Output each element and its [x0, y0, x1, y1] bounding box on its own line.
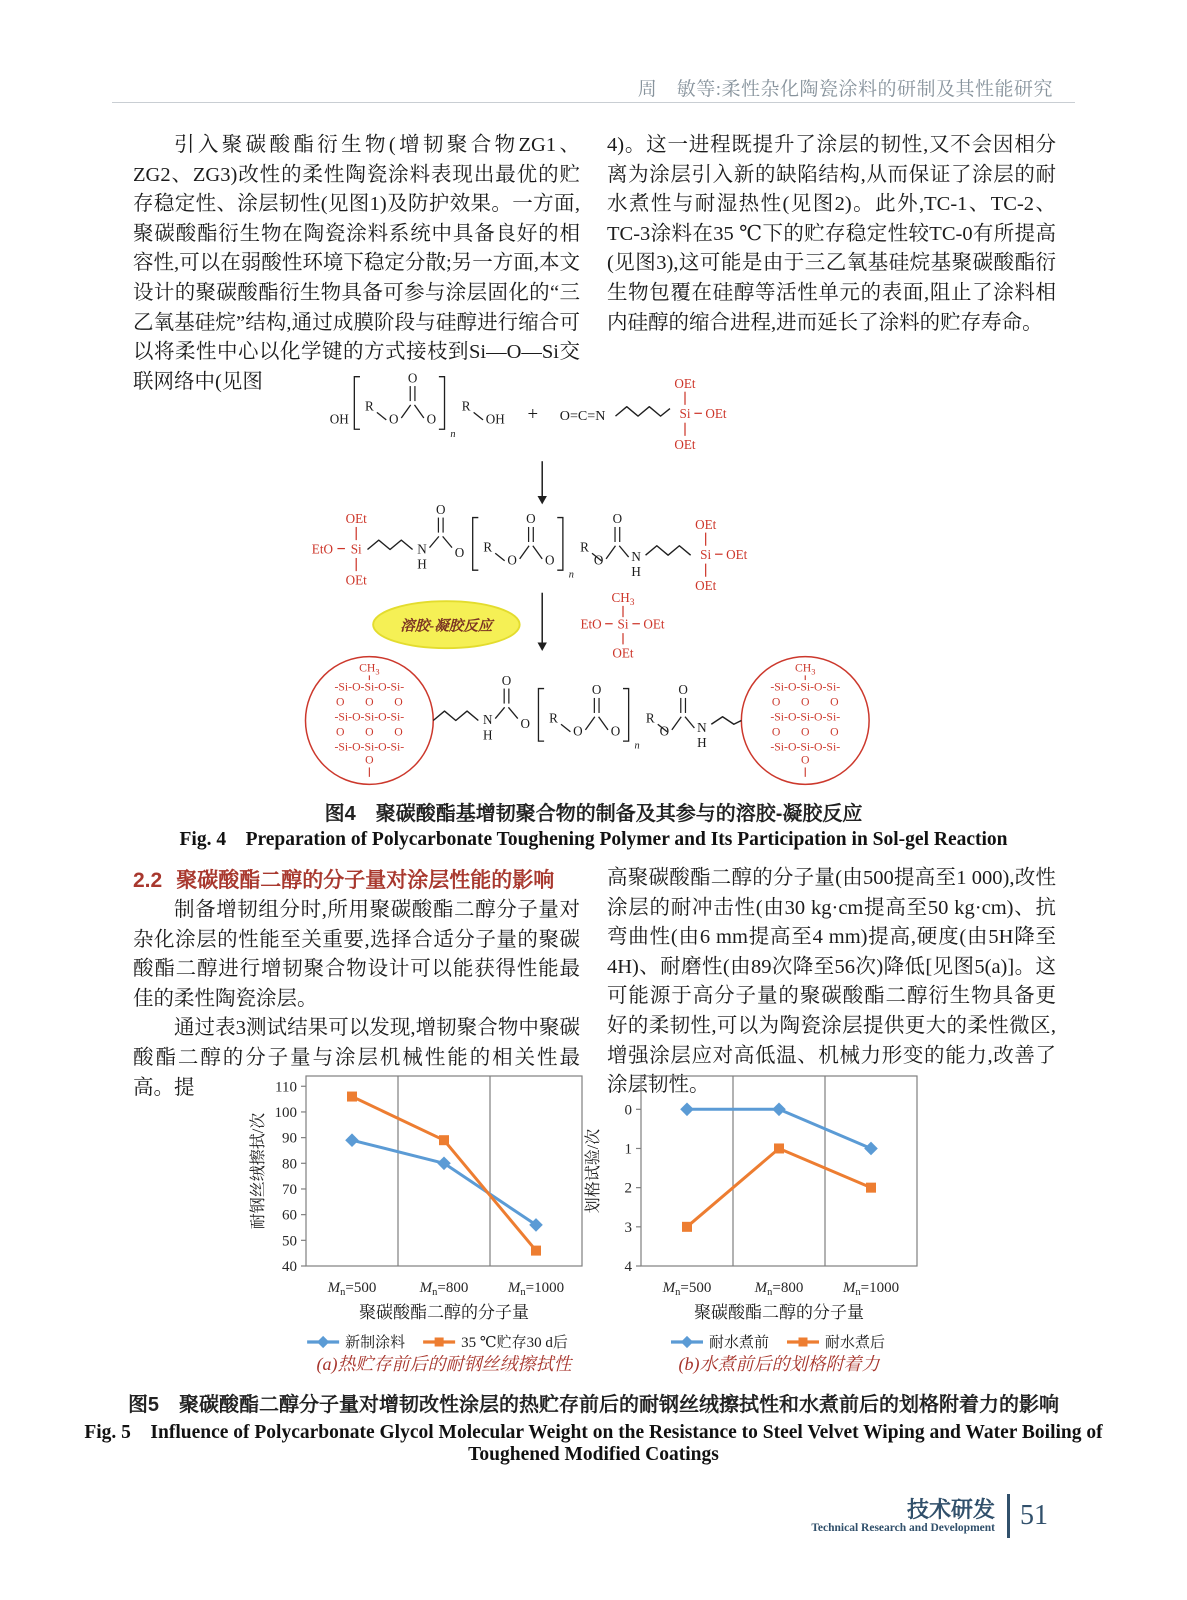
- svg-text:n: n: [634, 740, 640, 752]
- reaction-scheme-svg: [296, 356, 888, 790]
- svg-text:O: O: [593, 552, 604, 568]
- svg-text:4: 4: [624, 1259, 632, 1275]
- svg-text:CH3: $CH_3$: [611, 590, 635, 608]
- svg-text:OEt: OEt: [643, 616, 665, 632]
- svg-text:O: O: [394, 725, 403, 739]
- svg-text:R: R: [483, 539, 493, 555]
- svg-text:(b)水煮前后的划格附着力: (b)水煮前后的划格附着力: [678, 1354, 880, 1374]
- section-title: 聚碳酸酯二醇的分子量对涂层性能的影响: [176, 869, 555, 892]
- svg-text:40: 40: [282, 1259, 297, 1275]
- svg-text:R: R: [461, 398, 471, 414]
- svg-text:Mn=500: $M_n=500$: [327, 1280, 377, 1298]
- svg-text:聚碳酸酯二醇的分子量: 聚碳酸酯二醇的分子量: [694, 1303, 864, 1322]
- svg-text:0: 0: [624, 1102, 632, 1119]
- svg-text:O: O: [526, 511, 536, 527]
- svg-text:-Si-O-Si-O-Si-: -Si-O-Si-O-Si-: [770, 710, 841, 724]
- svg-text:O: O: [389, 411, 399, 427]
- svg-text:H: H: [631, 563, 641, 579]
- svg-text:-Si-O-Si-O-Si-: -Si-O-Si-O-Si-: [770, 680, 841, 694]
- footer-section: [811, 1498, 995, 1535]
- svg-text:O: O: [365, 725, 374, 739]
- svg-text:O: O: [612, 511, 623, 527]
- footer-section-en: Technical Research and Development: [811, 1521, 995, 1534]
- intro-paragraph-right-column: 4)。这一进程既提升了涂层的韧性,又不会因相分离为涂层引入新的缺陷结构,从而保证了涂层的耐水煮性与耐湿热性(见图2)。此外,TC-1、TC-2、TC-3涂料在35 ℃下的贮存稳定性较TC-0有所提高(见图3),这可能是由于三乙氧基硅烷基聚碳酸酯衍生物包覆在硅醇等活性单元的表面,阻止了涂料相内硅醇的缩合进程,进而延长了涂料的贮存寿命。: [607, 134, 1056, 334]
- section-number: 2.2: [133, 869, 163, 892]
- svg-text:OEt: OEt: [726, 546, 748, 562]
- intro-paragraph-left-column: 引入聚碳酸酯衍生物(增韧聚合物ZG1、ZG2、ZG3)改性的柔性陶瓷涂料表现出最优的贮存稳定性、涂层韧性(见图1)及防护效果。一方面,聚碳酸酯衍生物在陶瓷涂料系统中具备良好的相容性,可以在弱酸性环境下稳定分散;另一方面,本文设计的聚碳酸酯衍生物具备可参与涂层固化的“三乙氧基硅烷”结构,通过成膜阶段与硅醇进行缩合可以将柔性中心以化学键的方式接枝到Si—O—Si交联网络中(见图: [133, 134, 580, 393]
- svg-text:N: N: [697, 719, 707, 735]
- figure4-caption-en: Fig. 4 Preparation of Polycarbonate Toughening Polymer and Its Participation in Sol-gel Reaction: [179, 829, 1008, 850]
- figure5-caption-en-line1: Fig. 5 Influence of Polycarbonate Glycol Molecular Weight on the Resistance to Steel Velvet Wiping and Water Boiling of: [84, 1422, 1103, 1443]
- svg-text:H: H: [697, 734, 707, 750]
- svg-text:O: O: [507, 552, 517, 568]
- svg-text:R: R: [645, 710, 655, 726]
- svg-text:O: O: [436, 501, 446, 517]
- svg-text:-Si-O-Si-O-Si-: -Si-O-Si-O-Si-: [334, 710, 405, 724]
- svg-text:O: O: [573, 723, 583, 739]
- svg-text:O: O: [659, 723, 670, 739]
- svg-text:O: O: [544, 552, 555, 568]
- svg-text:N: N: [417, 541, 427, 557]
- svg-text:耐钢丝绒擦拭/次: 耐钢丝绒擦拭/次: [250, 1112, 267, 1230]
- svg-text:Si: Si: [617, 616, 629, 632]
- page-number: 51: [1020, 1500, 1048, 1531]
- svg-text:O: O: [426, 411, 437, 427]
- svg-text:O: O: [678, 682, 688, 698]
- page-footer: [811, 1494, 1048, 1538]
- svg-text:Si: Si: [679, 406, 691, 421]
- svg-text:R: R: [364, 398, 374, 414]
- svg-text:O: O: [394, 695, 403, 709]
- svg-text:O=C=N: O=C=N: [559, 407, 606, 424]
- svg-text:O: O: [801, 695, 810, 709]
- svg-text:OEt: OEt: [612, 645, 634, 661]
- svg-text:划格试验/次: 划格试验/次: [585, 1128, 602, 1214]
- svg-text:Si: Si: [700, 546, 712, 562]
- svg-text:N: N: [631, 548, 641, 564]
- svg-text:+: +: [527, 403, 539, 425]
- svg-text:-Si-O-Si-O-Si-: -Si-O-Si-O-Si-: [334, 680, 405, 694]
- chart-steel-wool-wiping: [248, 1068, 588, 1380]
- svg-text:溶胶-凝胶反应: 溶胶-凝胶反应: [400, 618, 493, 635]
- svg-text:O: O: [771, 725, 781, 739]
- figure5-caption-en-line2: Toughened Modified Coatings: [468, 1444, 719, 1465]
- svg-text:O: O: [336, 725, 345, 739]
- svg-text:OH: OH: [329, 411, 349, 427]
- svg-text:新制涂料: 新制涂料: [345, 1335, 406, 1351]
- svg-text:O: O: [801, 753, 810, 767]
- svg-text:O: O: [771, 695, 781, 709]
- svg-text:H: H: [417, 556, 427, 572]
- footer-section-zh: 技术研发: [906, 1496, 995, 1522]
- svg-text:n: n: [450, 428, 456, 440]
- svg-text:OEt: OEt: [695, 516, 717, 532]
- svg-text:OEt: OEt: [674, 375, 696, 391]
- svg-text:50: 50: [282, 1233, 297, 1250]
- svg-text:耐水煮前: 耐水煮前: [709, 1335, 770, 1351]
- section-paragraph-2: 通过表3测试结果可以发现,增韧聚合物中聚碳酸酯二醇的分子量与涂层机械性能的相关性最高。提: [133, 1017, 580, 1099]
- svg-text:O: O: [591, 682, 602, 698]
- svg-text:70: 70: [282, 1181, 297, 1198]
- svg-text:80: 80: [282, 1156, 297, 1173]
- svg-text:CH3: $CH_3$: [359, 661, 380, 677]
- section-paragraph-right-column: 高聚碳酸酯二醇的分子量(由500提高至1 000),改性涂层的耐冲击性(由30 kg·cm提高至50 kg·cm)、抗弯曲性(由6 mm提高至4 mm)提高,硬度(由5H降至4H)、耐磨性(由89次降至56次)降低[见图5(a)]。这可能源于高分子量的聚碳酸酯二醇衍生物具备更好的柔韧性,可以为陶瓷涂层提供更大的柔性微区,增强涂层应对高低温、机械力形变的能力,改善了涂层韧性。: [607, 867, 1056, 1097]
- svg-text:2: 2: [624, 1180, 632, 1197]
- svg-text:H: H: [482, 727, 493, 743]
- svg-text:O: O: [610, 723, 621, 739]
- svg-text:EtO: EtO: [580, 616, 602, 632]
- svg-text:1: 1: [624, 1141, 632, 1158]
- figure4-caption-zh: 图4 聚碳酸酯基增韧聚合物的制备及其参与的溶胶-凝胶反应: [324, 803, 863, 825]
- svg-text:R: R: [580, 539, 589, 555]
- section-paragraph-1: 制备增韧组分时,所用聚碳酸酯二醇分子量对杂化涂层的性能至关重要,选择合适分子量的聚碳酸酯二醇进行增韧聚合物设计可以能获得性能最佳的柔性陶瓷涂层。: [133, 899, 580, 1010]
- svg-text:Mn=1000: $M_n=1000$: [842, 1280, 900, 1298]
- svg-text:OEt: OEt: [345, 572, 367, 588]
- svg-text:OEt: OEt: [674, 437, 696, 452]
- svg-text:O: O: [407, 370, 418, 386]
- footer-divider: [1007, 1494, 1010, 1538]
- svg-text:O: O: [801, 725, 810, 739]
- figure4-reaction-scheme: [296, 356, 888, 790]
- svg-text:CH3: $CH_3$: [794, 661, 816, 677]
- svg-text:Si: Si: [350, 541, 362, 557]
- svg-text:O: O: [520, 716, 531, 731]
- svg-text:R: R: [549, 710, 558, 726]
- svg-text:35 ℃贮存30 d后: 35 ℃贮存30 d后: [461, 1335, 568, 1351]
- svg-text:O: O: [336, 695, 345, 709]
- svg-text:O: O: [501, 672, 512, 688]
- svg-text:Mn=500: $M_n=500$: [662, 1280, 712, 1298]
- svg-text:O: O: [830, 695, 839, 709]
- svg-text:-Si-O-Si-O-Si-: -Si-O-Si-O-Si-: [770, 740, 841, 754]
- svg-text:110: 110: [275, 1079, 297, 1096]
- svg-text:O: O: [454, 545, 465, 561]
- svg-text:(a)热贮存前后的耐钢丝绒擦拭性: (a)热贮存前后的耐钢丝绒擦拭性: [316, 1354, 572, 1374]
- svg-text:OEt: OEt: [345, 511, 367, 527]
- svg-text:100: 100: [274, 1104, 297, 1121]
- svg-text:Mn=1000: $M_n=1000$: [507, 1280, 565, 1298]
- svg-text:N: N: [482, 712, 493, 728]
- svg-text:-Si-O-Si-O-Si-: -Si-O-Si-O-Si-: [334, 740, 405, 754]
- svg-text:Mn=800: $M_n=800$: [754, 1280, 804, 1298]
- svg-text:Mn=800: $M_n=800$: [419, 1280, 469, 1298]
- svg-text:O: O: [365, 695, 374, 709]
- figure5-caption-zh: 图5 聚碳酸酯二醇分子量对增韧改性涂层的热贮存前后的耐钢丝绒擦拭性和水煮前后的划格附着力的影响: [127, 1394, 1060, 1416]
- svg-text:3: 3: [624, 1219, 632, 1236]
- svg-text:90: 90: [282, 1130, 297, 1147]
- running-header: 周 敏等:柔性杂化陶瓷涂料的研制及其性能研究: [637, 79, 1053, 100]
- svg-text:O: O: [830, 725, 839, 739]
- svg-text:60: 60: [282, 1207, 297, 1224]
- svg-text:OH: OH: [485, 411, 505, 427]
- svg-text:耐水煮后: 耐水煮后: [825, 1335, 886, 1351]
- chart-cross-cut-adhesion: [583, 1068, 923, 1380]
- section-heading: [133, 864, 593, 894]
- svg-text:OEt: OEt: [705, 406, 727, 421]
- svg-text:聚碳酸酯二醇的分子量: 聚碳酸酯二醇的分子量: [359, 1303, 529, 1322]
- header-rule: [112, 102, 1075, 103]
- svg-text:EtO: EtO: [311, 541, 333, 557]
- svg-text:O: O: [365, 753, 374, 767]
- svg-text:n: n: [568, 569, 574, 581]
- svg-text:OEt: OEt: [695, 577, 717, 593]
